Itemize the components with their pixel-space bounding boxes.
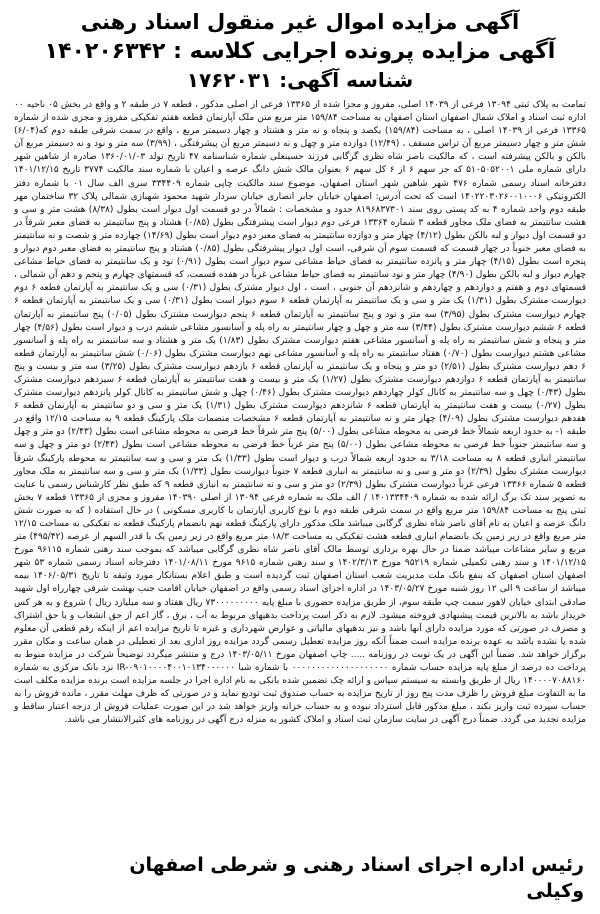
signature-name: وکیلی	[526, 880, 584, 902]
signature-title: رئیس اداره اجرای اسناد رهنی و شرطی اصفهان	[129, 854, 584, 876]
signature-block	[129, 852, 584, 904]
notice-headings	[14, 8, 586, 95]
notice-body	[14, 99, 586, 728]
notice-paragraph: تمامت به پلاک ثبتی ۱۳۰۹۴ فرعی از ۱۴۰۳۹ اصلی، مفروز و مجزا شده از ۱۳۳۶۵ فرعی از اصلی مذکور ، قطعه ۷ در طبقه ۲ و واقع در بخش ۰۵ ناحیه ۰۰ اداره ثبت اسناد و املاک شمال اصفهان استان اصفهان به مساحت ۱۵۹/۸۴ متر مربع متن ملک آپارتمان قطعه هفتم تفکیکی مفروز و مجزی شده از شماره ۱۳۳۶۵ فرعی از ۱۴۰۳۹ اصلی ، به مساحت (۱۵۹/۸۴) یکصد و پنجاه و نه متر و هشتاد و چهار دسیمتر مربع ، واقع در سمت شرقی طبقه دوم که(۶/۰۴) شش متر و چهار دسیمتر مربع آن تراس مسقف ، (۱۲/۴۹) دوازده متر و چهل و نه دسیمتر مربع آن پیشرفتگی ، (۳/۹۹) سه متر و نود و نه دسیمتر مربع آن بالکن و بالکن پیشرفته است ، که مالکیت ناصر شاه نظری گرگابی فرزند حسینعلی شماره شناسنامه ۴۷ تاریخ تولد ۱۳۶۰/۰۱/۰۳ صادره از شاهین شهر دارای شماره ملی ۵۱۰۵۰۵۲۰۰۱ که جز سهم ۶ از ۶ کل سهم ۶ بعنوان مالک شش دانگ عرصه و اعیان با شماره سند مالکیت ۳۷۷۴ تاریخ ۱۴۰۱/۱۲/۱۵ دفترخانه اسناد رسمی شماره ۴۷۶ شهر شاهین شهر استان اصفهان، موضوع سند مالکیت چاپی شماره ۳۳۴۴۰۹ سری الف سال ۰۱ با شماره دفتر الکترونیکی ۱۴۰۲۲۰۳۰۲۶۰۰۱۰۰۰۶ است که تحت آدرس: اصفهان خیابان جابر انصاری خیابان سردار شهید محمود شهبازی شمالی پلاک ۳۲ ساختمان مهر طبقه دوم واحد شماره ۴ به کد پستی روی سند ۸۱۹۶۸۳۷۳۰۱ حدود و مشخصات : شمالاً در دو قسمت اول دیوار است بطول (۸/۳۸) هشت متر و سی و هشت سانتیمتر به فضای ملک مجاور قطعه ۳ شماره ۱۳۳۶۴ فرعی دوم دیوار است پیشرفتگی بطول (۰/۸۵) هشتاد و پنج سانتیمتر به فضای معبر شرقاً در دو قسمت اول دیوار و لبه بالکن بطول (۴/۱۲) چهار متر و دوازده سانتیمتر به فضای معبر دوم دیوار است بطول (۱۴/۶۹) چهارده متر و شصت و نه سانتیمتر به فضای معبر جنوباً در چهار قسمت که قسمت سوم آن شرقی، است اول دیوار پیشرفتگی بطول (۰/۸۵) هشتاد و پنج سانتیمتر به فضای معبر دوم دیوار و پنجره است بطول (۴/۱۵) چهار متر و پانزده سانتیمتر به فضای حیاط مشاعی سوم دیوار است بطول (۰/۹۱) نود و یک سانتیمتر به فضای حیاط مشاعی چهارم دیوار و لبه بالکن بطول (۴/۹۰) چهار متر و نود سانتیمتر به فضای حیاط مشاعی غرباً در هفده قسمت، که قسمتهای چهارم و پنجم و دهم آن شمالی ، قسمتهای دوم و هفتم و دوازدهم و چهاردهم و شانزدهم آن جنوبی ، است ، اول دیوار مشترک بطول (۰/۳۱) سی و یک سانتیمتر به آپارتمان قطعه ۶ دوم دیوارست مشترک بطول (۱/۳۱) یک متر و سی و یک سانتیمتر به آپارتمان قطعه ۶ سوم دیوار است بطول (۰/۳۱) سی و یک سانتیمتر به آپارتمان قطعه ۶ چهارم دیوارست مشترک بطول (۳/۹۵) سه متر و نود و پنج سانتیمتر به آپارتمان قطعه ۶ پنجم دیوارست مشترک بطول (۰/۰۵) پنج سانتیمتر به آپارتمان قطعه ۶ ششم دیوارست مشترک بطول (۳/۴۴) سه متر و چهل و چهار سانتیمتر به راه پله و آسانسور مشاعی ششم درب و دیوار است بطول (۴/۵۶) چهار متر و پنجاه و شش سانتیمتر به راه پله و آسانسور مشاعی هفتم دیوارست مشترک بطول (۱/۸۳) یک متر و هشتاد و سه سانتیمتر به راه پله و آسانسور مشاعی هشتم دیوارست بطول (۰/۷۰) هفتاد سانتیمتر به راه پله و آسانسور مشاعی نهم دیوارست مشترک بطول (۰/۰۶) شش سانتیمتر به آپارتمان قطعه ۶ دهم دیوارست مشترک بطول (۲/۵۱) دو متر و پنجاه و یک سانتیمتر به آپارتمان قطعه ۶ یازدهم دیوارست مشترک بطول (۳/۲۵) سه متر و بیست و پنج سانتیمتر به آپارتمان قطعه ۶ دوازدهم دیوارست مشترک بطول (۱/۲۷) یک متر و بیست و هفت سانتیمتر به آپارتمان قطعه ۶ سیزدهم دیوارست مشترک بطول (۰/۴۳) چهل و سه سانتیمتر به کانال کولر چهاردهم دیوارست مشترک بطول (۰/۴۶) چهل و شش سانتیمتر به کانال کولر پانزدهم دیوارست مشترک بطول (۰/۲۷) بیست و هفت سانتیمتر به آپارتمان قطعه ۶ شانزدهم دیوارست مشترک بطول (۱/۳۱) یک متر و سی و دو سانتیمتر به آپارتمان قطعه ۶ هفدهم دیوارست مشترک بطول (۴/۰۹) چهار متر و نه سانتیمتر به آپارتمان قطعه ۶ مشخصات منضمات ملک پارکینگ قطعه ۹ به مساحت ۱۲/۱۵ واقع در طبقه ۱- به حدود اربعه شمالاً خط فرضی به محوطه مشاعی بطول (۵/۰۰) پنج متر شرقاً خط فرضی به محوطه مشاعی است بطول (۲/۴۳) دو متر و چهل و سه سانتیمتر جنوباً خط فرضی به محوطه مشاعی بطول (۵/۰۰) پنج متر غرباً خط فرضی به محوطه مشاعی است بطول (۲/۴۳) دو متر و چهل و سه سانتیمتر انباری قطعه ۸ به مساحت ۳/۱۸ به حدود اربعه شمالاً درب و دیوار است بطول (۱/۳۳) یک متر و سی و سه سانتیمتر به محوطه پارکینگ شرقاً دیوارست مشترک بطول (۲/۳۹) دو متر و سی و نه سانتیمتر به انباری قطعه ۷ جنوباً دیوارست بطول (۱/۳۳) یک متر و سی و سه سانتیمتر به ملک مجاور قطعه ۵ شماره ۱۳۳۶۶ فرعی غرباً دیوارست مشترک بطول (۲/۳۹) دو متر و سی و نه سانتیمتر به انباری قطعه ۹ که طبق نظر کارشناس رسمی با عنایت به تصویر سند تک برگ ارائه شده به شماره ۱۴۰۱۳۳۴۴۰۹ / الف ملک به شماره فرعی ۱۳۰۹۴ از اصلی ۱۴۰۳۹۰ مفروز و مجزی از ۱۳۳۶۵ قطعه ۷ بخش ثبتی پنج به مساحت ۱۵۹/۸۴ متر مربع واقع در سمت شرقی طبقه دوم با نوع کاربری آپارتمان با کاربری مسکونی ) در حال استفاده ( که به صورت شش دانگ عرصه و اعیان به نام آقای ناصر شاه نظری گرگابی میباشد ملک مذکور دارای پارکینگ قطعه نهم بانضمام پارکینگ قطعه نه تفکیکی به مساحت ۱۲/۱۵ متر مربع واقع در زیر زمین یک بانضمام انباری قطعه هشت تفکیکی به مساحت ۱۸/۳ متر مربع واقع در زیر زمین یک با قدر السهم از عرصه (۴۹۵/۴۲) متر مربع و سایر مشاعات میباشد ضمنا در حال بهره برداری توسط مالک آقای ناصر شاه نظری گرگابی میباشد که بموجب سند رهنی شماره ۹۶۱۱۵ مورخ ۱۴۰۱/۱۲/۱۵ و سند رهنی تکمیلی شماره ۹۵۲۱۹ مورخ ۱۴۰۲/۳/۱۳ و سند رهنی شماره ۹۶۱۵ مورخ ۱۴۰۱/۰۸/۱۱ دفترخانه اسناد رسمی شماره ۵۳ شهر اصفهان استان اصفهان که بنفع بانک ملت مدیریت شعب استان اصفهان ثبت گردیده است و طبق اعلام بستانکار مورد وثیقه تا تاریخ ۱۴۰۶/۰۵/۳۱ بیمه میباشد از ساعت ۹ الی ۱۲ روز شنبه مورخ ۱۴۰۳/۰۵/۲۷ در اداره اجرای اسناد رسمی واقع در اصفهان خیابان اقامت جنب بهشت شرقی چهارراه اول شهید صادقی ابتدای خیابان لاهور سمت چپ طبقه سوم، از طریق مزایده حضوری با مبلغ پایه ۷۳۰۰۰۰۰۰۰۰۰ ریال هفتاد و سه میلیارد ریال ) شروع و به هر کس خریدار باشد به بالاترین قیمت پیشنهادی فروخته میشود. لازم به ذکر است پرداخت بدهیهای مربوط به آب ، برق ، گاز اعم از حق انشعاب و یا حق اشتراک و مصرف در صورتی که مورد مزایده دارای آنها باشد و نیز بدهیهای مالیاتی و عوارض شهرداری و غیره تا تاریخ مزایده اعم از اینکه رقم قطعی آن معلوم شده یا نشده باشد به عهده برنده مزایده است ضمناً آنکه روز مزایده تعطیل رسمی گردد مزایده روز اداری بعد از تعطیلی در همان ساعت و مکان مقرر برگزار خواهد شد. ضمناً این آگهی در یک نوبت در روزنامه ..... چاپ اصفهان مورخ ۱۴۰۳/۰۵/۱۱ درج و منتشر میگردد توضیحاً شرکت در مزایده منوط به پرداخت ده درصد از مبلغ پایه مزایده حساب شماره ۰۰۰۰۰۰۰۰۰۰۰۰۰۰۰۰۰۰۰۰ با شماره شبا IR-۰۹۰۱۰۰۰۰۴۰۰۱۰۱۳۴۰۰۰۰۰۰ نزد بانک مرکزی به شماره ۱۴۰۰۰۰۷۰۸۸۱۶۰ ریال از طریق وابسته به سیستم سپاس و ارائه چک تضمین شده بانکی به نام اداره اجرا در جلسه مزایده است برنده مزایده مکلف است ما به التفاوت مبلغ فروش را ظرف مدت پنج روز از تاریخ مزایده به حساب صندوق ثبت تودیع نماید و در صورتی که ظرف مهلت مقرر ، مانده فروش را به حساب سپرده ثبت واریز نکند ، مبلغ مذکور قابل استرداد نبوده و به حساب خزانه واریز خواهد شد در این صورت عملیات فروش از درجه اعتبار ساقط و مزایده تجدید می گردد. ضمناً درج آگهی در سایت سازمان ثبت اسناد و املاک کشور به منزله درج آگهی در روزنامه های کثیرالانتشار می باشد.	[14, 100, 587, 726]
case-number-title: آگهی مزایده پرونده اجرایی کلاسه : ۱۴۰۲۰۶۳۴۲	[44, 39, 556, 64]
notice-title: آگهی مزایده اموال غیر منقول اسناد رهنی	[80, 10, 520, 34]
notice-id-title: شناسه آگهی: ۱۷۶۲۰۳۱	[186, 68, 414, 92]
